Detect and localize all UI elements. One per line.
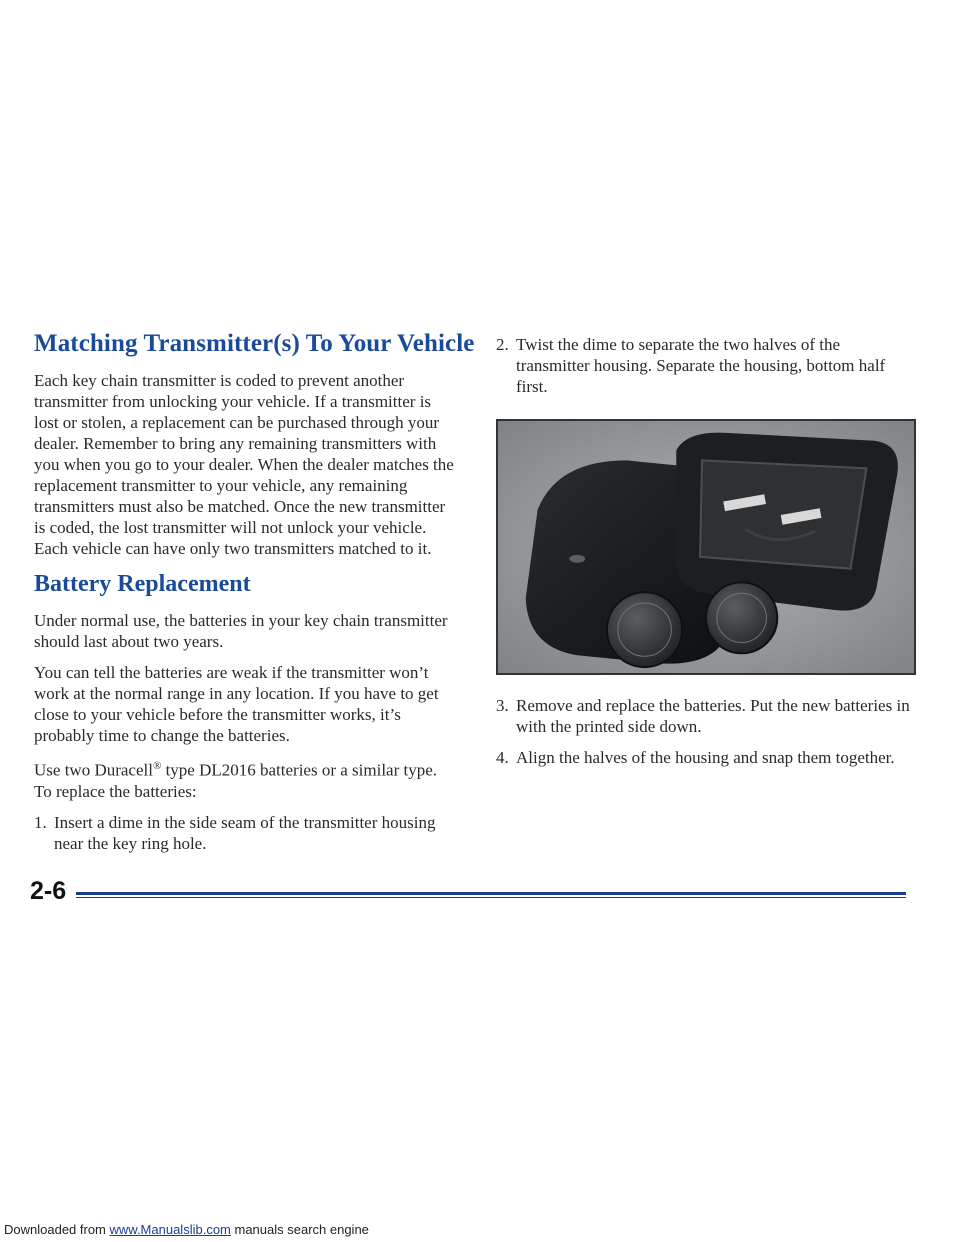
battery-type-suffix: type DL2016 batteries or a similar type. To replace the batteries: <box>34 760 438 801</box>
download-footer <box>4 1222 369 1237</box>
step-1-text: Insert a dime in the side seam of the transmitter housing near the key ring hole. <box>54 812 436 853</box>
step-3-number: 3. <box>496 696 509 715</box>
photo-illustration <box>498 421 914 673</box>
paragraph-matching: Each key chain transmitter is coded to prevent another transmitter from unlocking your vehicle. If a transmitter is lost or stolen, a replacement can be purchased through your dealer. Remember to bring any remaining transmitters with you when you go to your dealer. When the dealer matches the replacement transmitter to your vehicle, any remaining transmitters must also be matched. Once the new transmitter is coded, the lost transmitter will not unlock your vehicle. Each vehicle can have only two transmitters matched to it. <box>34 371 454 558</box>
footer-suffix: manuals search engine <box>230 1222 369 1237</box>
transmitter-battery-photo <box>496 419 916 675</box>
step-4 <box>496 747 916 768</box>
manualslib-link[interactable]: www.Manualslib.com <box>109 1222 231 1237</box>
footer-rule-thick <box>76 892 906 895</box>
paragraph-battery-life: Under normal use, the batteries in your key chain transmitter should last about two years. <box>34 611 448 651</box>
paragraph-battery-type <box>34 756 454 802</box>
battery-type-prefix: Use two Duracell <box>34 760 153 780</box>
step-4-text: Align the halves of the housing and snap them together. <box>516 748 895 767</box>
right-column <box>496 334 916 778</box>
step-1-number: 1. <box>34 812 47 832</box>
step-3 <box>496 695 916 737</box>
step-2-text: Twist the dime to separate the two halves of the transmitter housing. Separate the housing, bottom half first. <box>516 335 886 396</box>
footer-rule-thin <box>76 897 906 898</box>
registered-mark: ® <box>152 760 162 772</box>
step-2-number: 2. <box>496 335 509 354</box>
left-column <box>34 330 475 864</box>
section-title-matching-transmitters: Matching Transmitter(s) To Your Vehicle <box>34 330 475 357</box>
footer-prefix: Downloaded from <box>4 1222 110 1237</box>
step-2 <box>496 334 916 397</box>
step-3-text: Remove and replace the batteries. Put the new batteries in with the printed side down. <box>516 696 910 736</box>
page-number: 2-6 <box>30 877 67 905</box>
section-title-battery-replacement: Battery Replacement <box>34 571 251 597</box>
paragraph-weak-batteries: You can tell the batteries are weak if the transmitter won’t work at the normal range in any location. If you have to get close to your vehicle before the transmitter works, it’s probably time to change the batteries. <box>34 663 439 745</box>
step-4-number: 4. <box>496 748 509 767</box>
step-1 <box>34 812 454 854</box>
